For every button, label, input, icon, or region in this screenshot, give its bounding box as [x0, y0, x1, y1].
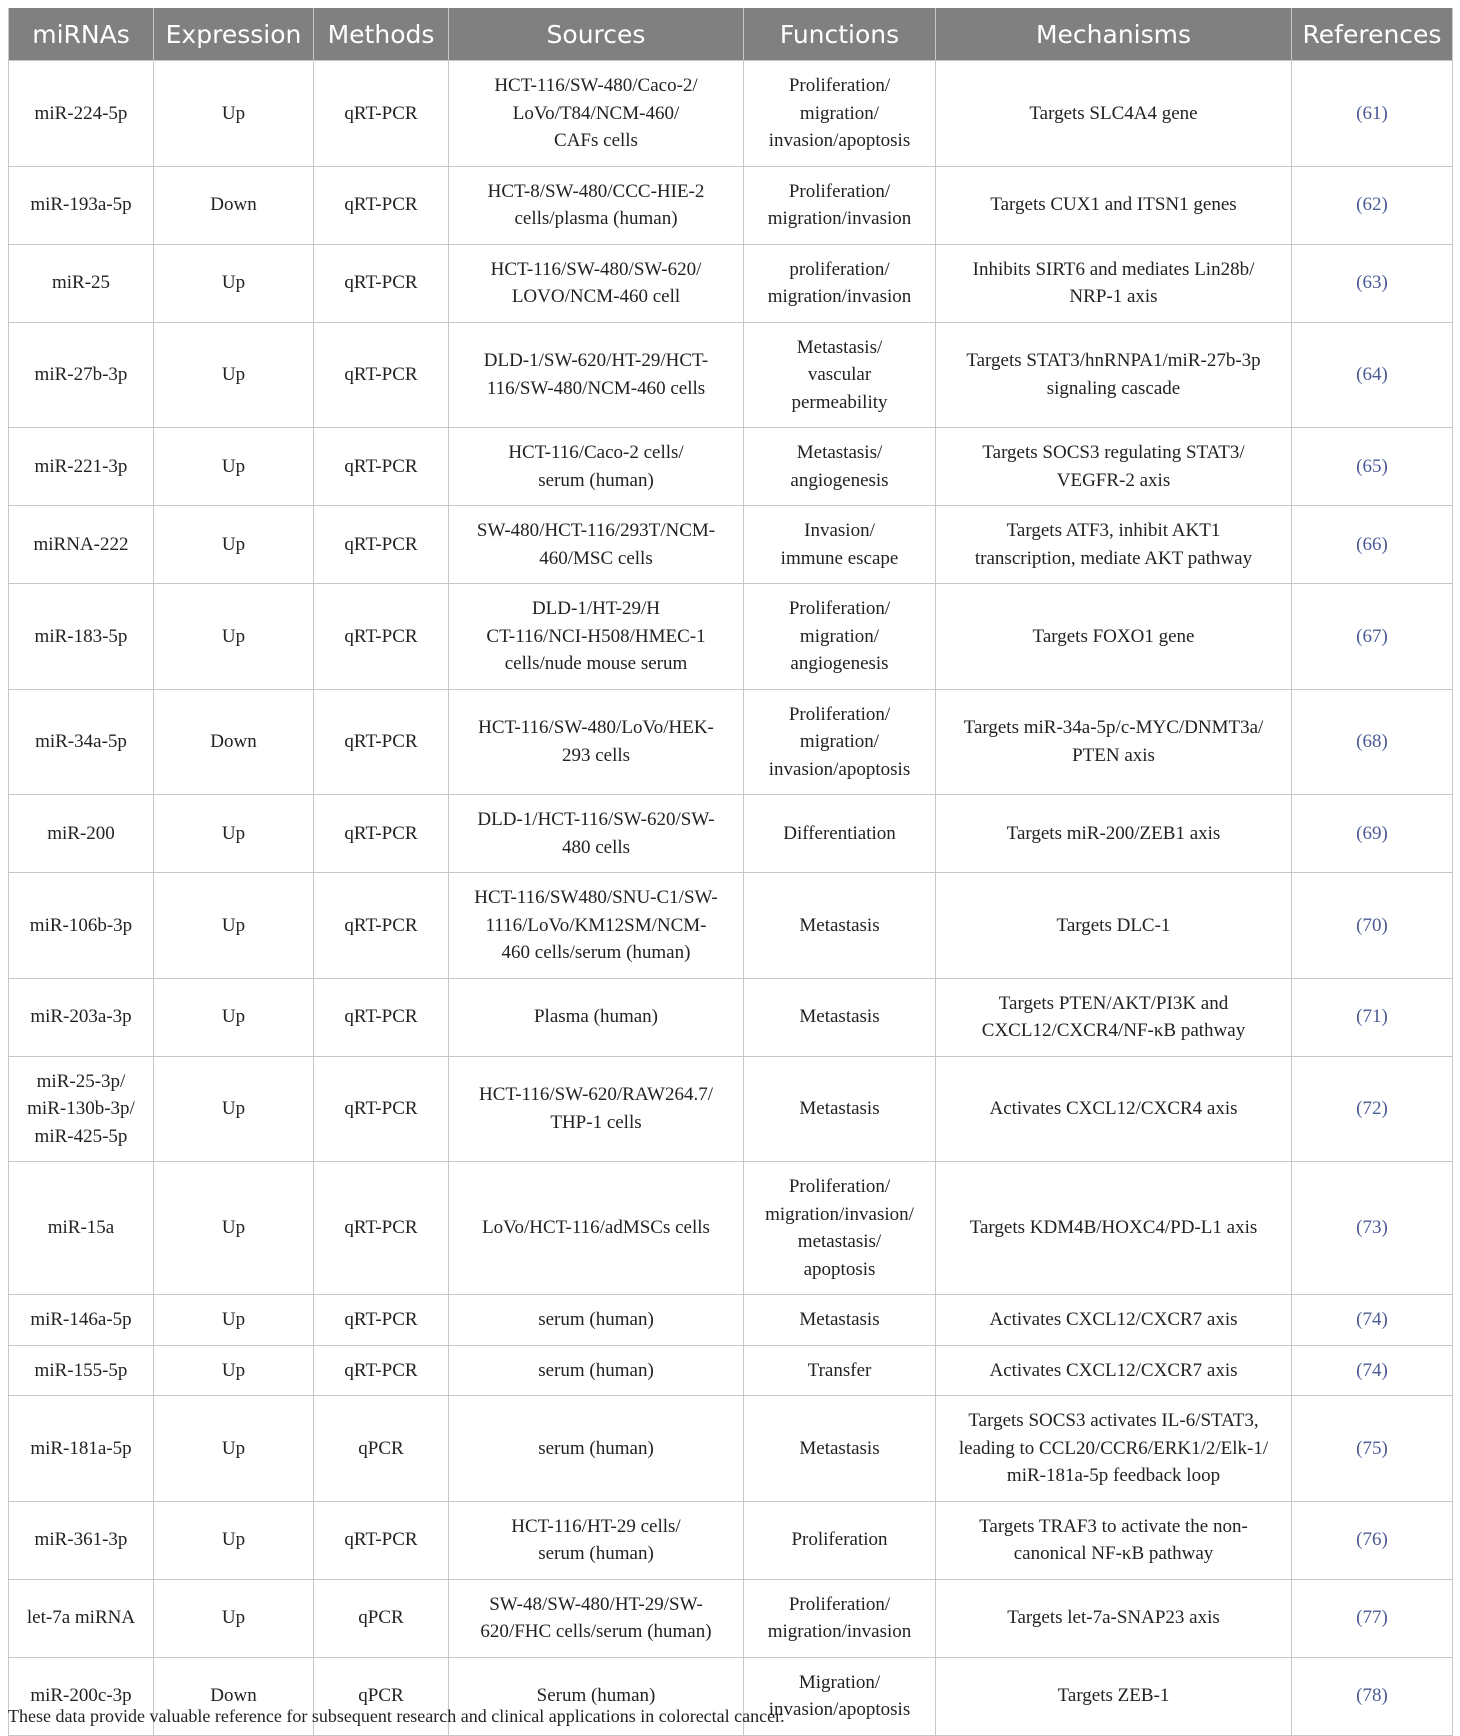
method-cell: qRT-PCR [314, 428, 449, 506]
method-cell: qRT-PCR [314, 1295, 449, 1346]
method-cell: qRT-PCR [314, 978, 449, 1056]
function-cell: Metastasis/ vascular permeability [744, 322, 936, 428]
method-cell: qRT-PCR [314, 244, 449, 322]
method-cell: qRT-PCR [314, 322, 449, 428]
method-cell: qPCR [314, 1579, 449, 1657]
table-row [9, 1345, 1453, 1396]
mechanism-cell: Inhibits SIRT6 and mediates Lin28b/ NRP-1 axis [936, 244, 1292, 322]
mirna-table [8, 8, 1453, 1736]
source-cell: HCT-116/Caco-2 cells/ serum (human) [449, 428, 744, 506]
mechanism-cell: Targets FOXO1 gene [936, 584, 1292, 690]
function-cell: Invasion/ immune escape [744, 506, 936, 584]
function-cell: Transfer [744, 1345, 936, 1396]
mirna-cell: miR-15a [9, 1162, 154, 1295]
mirna-cell: miR-155-5p [9, 1345, 154, 1396]
function-cell: Proliferation/ migration/invasion/ metastasis/ apoptosis [744, 1162, 936, 1295]
column-header-mirnas: miRNAs [9, 8, 154, 61]
mechanism-cell: Targets SOCS3 regulating STAT3/ VEGFR-2 axis [936, 428, 1292, 506]
mechanism-cell: Targets let-7a-SNAP23 axis [936, 1579, 1292, 1657]
mechanism-cell: Targets SLC4A4 gene [936, 61, 1292, 167]
source-cell: HCT-116/SW-620/RAW264.7/ THP-1 cells [449, 1056, 744, 1162]
table-row [9, 1295, 1453, 1346]
method-cell: qRT-PCR [314, 1162, 449, 1295]
reference-cell[interactable]: (74) [1292, 1345, 1453, 1396]
source-cell: serum (human) [449, 1345, 744, 1396]
method-cell: qRT-PCR [314, 166, 449, 244]
mirna-table-container [8, 8, 1452, 1736]
table-row [9, 873, 1453, 979]
table-row [9, 322, 1453, 428]
expression-cell: Down [154, 1657, 314, 1735]
expression-cell: Up [154, 1056, 314, 1162]
mirna-cell: miR-146a-5p [9, 1295, 154, 1346]
method-cell: qRT-PCR [314, 584, 449, 690]
method-cell: qPCR [314, 1657, 449, 1735]
mechanism-cell: Targets TRAF3 to activate the non- canonical NF-κB pathway [936, 1501, 1292, 1579]
mechanism-cell: Targets ZEB-1 [936, 1657, 1292, 1735]
mirna-cell: let-7a miRNA [9, 1579, 154, 1657]
column-header-references: References [1292, 8, 1453, 61]
mirna-cell: miR-27b-3p [9, 322, 154, 428]
mirna-cell: miR-181a-5p [9, 1396, 154, 1502]
mirna-cell: miR-200c-3p [9, 1657, 154, 1735]
mirna-cell: miR-224-5p [9, 61, 154, 167]
reference-cell[interactable]: (64) [1292, 322, 1453, 428]
mechanism-cell: Targets miR-34a-5p/c-MYC/DNMT3a/ PTEN axis [936, 689, 1292, 795]
method-cell: qRT-PCR [314, 689, 449, 795]
reference-cell[interactable]: (73) [1292, 1162, 1453, 1295]
mechanism-cell: Targets KDM4B/HOXC4/PD-L1 axis [936, 1162, 1292, 1295]
source-cell: serum (human) [449, 1295, 744, 1346]
expression-cell: Up [154, 584, 314, 690]
function-cell: Proliferation/ migration/invasion [744, 166, 936, 244]
column-header-functions: Functions [744, 8, 936, 61]
table-row [9, 244, 1453, 322]
table-row [9, 1056, 1453, 1162]
method-cell: qRT-PCR [314, 795, 449, 873]
table-row [9, 978, 1453, 1056]
table-row [9, 689, 1453, 795]
reference-cell[interactable]: (78) [1292, 1657, 1453, 1735]
function-cell: Differentiation [744, 795, 936, 873]
source-cell: Plasma (human) [449, 978, 744, 1056]
function-cell: Proliferation/ migration/ invasion/apoptosis [744, 689, 936, 795]
function-cell: Proliferation/ migration/invasion [744, 1579, 936, 1657]
function-cell: Proliferation [744, 1501, 936, 1579]
reference-cell[interactable]: (61) [1292, 61, 1453, 167]
source-cell: HCT-116/SW-480/SW-620/ LOVO/NCM-460 cell [449, 244, 744, 322]
reference-cell[interactable]: (76) [1292, 1501, 1453, 1579]
mirna-cell: miR-106b-3p [9, 873, 154, 979]
reference-cell[interactable]: (67) [1292, 584, 1453, 690]
source-cell: DLD-1/HT-29/H CT-116/NCI-H508/HMEC-1 cells/nude mouse serum [449, 584, 744, 690]
source-cell: serum (human) [449, 1396, 744, 1502]
source-cell: HCT-116/HT-29 cells/ serum (human) [449, 1501, 744, 1579]
column-header-methods: Methods [314, 8, 449, 61]
expression-cell: Up [154, 506, 314, 584]
table-row [9, 166, 1453, 244]
expression-cell: Down [154, 689, 314, 795]
expression-cell: Up [154, 1396, 314, 1502]
function-cell: Metastasis [744, 873, 936, 979]
source-cell: LoVo/HCT-116/adMSCs cells [449, 1162, 744, 1295]
expression-cell: Up [154, 428, 314, 506]
function-cell: Metastasis [744, 1056, 936, 1162]
table-row [9, 61, 1453, 167]
source-cell: SW-480/HCT-116/293T/NCM- 460/MSC cells [449, 506, 744, 584]
table-row [9, 1501, 1453, 1579]
expression-cell: Up [154, 1501, 314, 1579]
table-row [9, 428, 1453, 506]
mechanism-cell: Targets SOCS3 activates IL-6/STAT3, leading to CCL20/CCR6/ERK1/2/Elk-1/ miR-181a-5p feedback loop [936, 1396, 1292, 1502]
reference-cell[interactable]: (62) [1292, 166, 1453, 244]
expression-cell: Up [154, 978, 314, 1056]
column-header-sources: Sources [449, 8, 744, 61]
mechanism-cell: Targets PTEN/AKT/PI3K and CXCL12/CXCR4/NF-κB pathway [936, 978, 1292, 1056]
source-cell: DLD-1/HCT-116/SW-620/SW- 480 cells [449, 795, 744, 873]
reference-cell[interactable]: (77) [1292, 1579, 1453, 1657]
function-cell: Metastasis/ angiogenesis [744, 428, 936, 506]
mechanism-cell: Activates CXCL12/CXCR4 axis [936, 1056, 1292, 1162]
function-cell: Migration/ invasion/apoptosis [744, 1657, 936, 1735]
mirna-cell: miR-193a-5p [9, 166, 154, 244]
function-cell: Metastasis [744, 978, 936, 1056]
column-header-mechanisms: Mechanisms [936, 8, 1292, 61]
source-cell: Serum (human) [449, 1657, 744, 1735]
mirna-cell: miR-200 [9, 795, 154, 873]
mechanism-cell: Targets STAT3/hnRNPA1/miR-27b-3p signaling cascade [936, 322, 1292, 428]
source-cell: SW-48/SW-480/HT-29/SW- 620/FHC cells/serum (human) [449, 1579, 744, 1657]
mirna-cell: miR-361-3p [9, 1501, 154, 1579]
expression-cell: Down [154, 166, 314, 244]
reference-cell[interactable]: (69) [1292, 795, 1453, 873]
mirna-cell: miR-34a-5p [9, 689, 154, 795]
function-cell: Metastasis [744, 1295, 936, 1346]
mechanism-cell: Targets ATF3, inhibit AKT1 transcription, mediate AKT pathway [936, 506, 1292, 584]
mechanism-cell: Targets CUX1 and ITSN1 genes [936, 166, 1292, 244]
reference-cell[interactable]: (63) [1292, 244, 1453, 322]
expression-cell: Up [154, 244, 314, 322]
reference-cell[interactable]: (65) [1292, 428, 1453, 506]
reference-cell[interactable]: (72) [1292, 1056, 1453, 1162]
function-cell: proliferation/ migration/invasion [744, 244, 936, 322]
table-row [9, 506, 1453, 584]
expression-cell: Up [154, 1295, 314, 1346]
mechanism-cell: Targets DLC-1 [936, 873, 1292, 979]
expression-cell: Up [154, 322, 314, 428]
mirna-cell: miR-25 [9, 244, 154, 322]
reference-cell[interactable]: (71) [1292, 978, 1453, 1056]
reference-cell[interactable]: (68) [1292, 689, 1453, 795]
table-row [9, 795, 1453, 873]
function-cell: Metastasis [744, 1396, 936, 1502]
table-row [9, 1579, 1453, 1657]
reference-cell[interactable]: (74) [1292, 1295, 1453, 1346]
reference-cell[interactable]: (66) [1292, 506, 1453, 584]
method-cell: qRT-PCR [314, 873, 449, 979]
method-cell: qRT-PCR [314, 1056, 449, 1162]
expression-cell: Up [154, 61, 314, 167]
source-cell: HCT-116/SW480/SNU-C1/SW- 1116/LoVo/KM12SM/NCM- 460 cells/serum (human) [449, 873, 744, 979]
expression-cell: Up [154, 1579, 314, 1657]
method-cell: qRT-PCR [314, 61, 449, 167]
table-row [9, 1396, 1453, 1502]
source-cell: HCT-8/SW-480/CCC-HIE-2 cells/plasma (human) [449, 166, 744, 244]
reference-cell[interactable]: (70) [1292, 873, 1453, 979]
mechanism-cell: Activates CXCL12/CXCR7 axis [936, 1295, 1292, 1346]
table-footnote: These data provide valuable reference for subsequent research and clinical applications in colorectal cancer. [8, 1706, 785, 1726]
method-cell: qRT-PCR [314, 1345, 449, 1396]
method-cell: qRT-PCR [314, 1501, 449, 1579]
column-header-expression: Expression [154, 8, 314, 61]
source-cell: HCT-116/SW-480/LoVo/HEK- 293 cells [449, 689, 744, 795]
mirna-cell: miR-25-3p/ miR-130b-3p/ miR-425-5p [9, 1056, 154, 1162]
mirna-cell: miR-183-5p [9, 584, 154, 690]
expression-cell: Up [154, 873, 314, 979]
mechanism-cell: Activates CXCL12/CXCR7 axis [936, 1345, 1292, 1396]
expression-cell: Up [154, 1345, 314, 1396]
table-row [9, 584, 1453, 690]
reference-cell[interactable]: (75) [1292, 1396, 1453, 1502]
mechanism-cell: Targets miR-200/ZEB1 axis [936, 795, 1292, 873]
function-cell: Proliferation/ migration/ invasion/apoptosis [744, 61, 936, 167]
method-cell: qPCR [314, 1396, 449, 1502]
method-cell: qRT-PCR [314, 506, 449, 584]
table-body [9, 61, 1453, 1736]
table-row [9, 1162, 1453, 1295]
source-cell: DLD-1/SW-620/HT-29/HCT- 116/SW-480/NCM-460 cells [449, 322, 744, 428]
table-header-row [9, 8, 1453, 61]
expression-cell: Up [154, 1162, 314, 1295]
function-cell: Proliferation/ migration/ angiogenesis [744, 584, 936, 690]
mirna-cell: miR-221-3p [9, 428, 154, 506]
mirna-cell: miR-203a-3p [9, 978, 154, 1056]
expression-cell: Up [154, 795, 314, 873]
source-cell: HCT-116/SW-480/Caco-2/ LoVo/T84/NCM-460/ CAFs cells [449, 61, 744, 167]
mirna-cell: miRNA-222 [9, 506, 154, 584]
